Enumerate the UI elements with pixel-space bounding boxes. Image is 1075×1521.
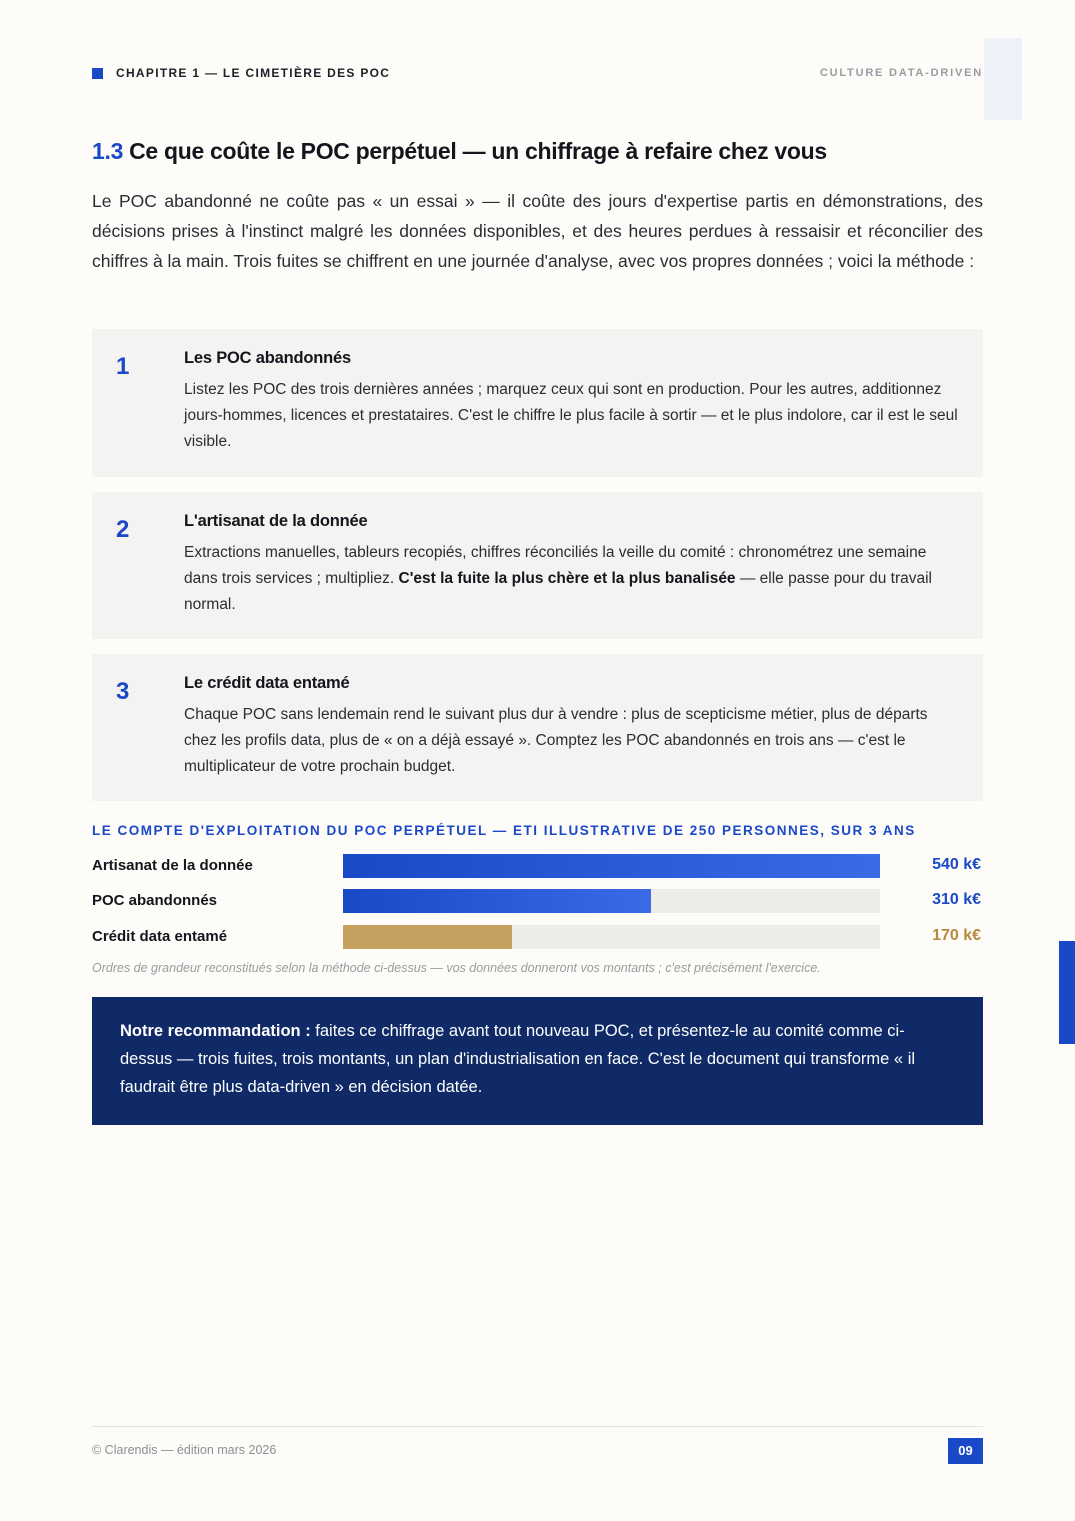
step-text: Chaque POC sans lendemain rend le suivant plus dur à vendre : plus de scepticisme métier, plus de départs chez les profils data, plus de « on a déjà essayé ». Comptez les POC abandonnés en trois ans — c'est le multiplicateur de votre prochain budget. xyxy=(184,706,928,775)
chart-row xyxy=(92,924,983,950)
chapter-side-tab xyxy=(1059,941,1075,1044)
section-title-text: Ce que coûte le POC perpétuel — un chiffrage à refaire chez vous xyxy=(129,138,827,164)
bar-category-label: Crédit data entamé xyxy=(92,928,228,945)
bar-track xyxy=(343,889,880,913)
chart-title: LE COMPTE D'EXPLOITATION DU POC PERPÉTUEL — ETI ILLUSTRATIVE DE 250 PERSONNES, SUR 3 ANS xyxy=(92,823,916,838)
step-title: Le crédit data entamé xyxy=(184,674,350,692)
recommendation-box xyxy=(92,997,983,1125)
section-number: 1.3 xyxy=(92,138,124,164)
footer-copyright: © Clarendis — édition mars 2026 xyxy=(92,1443,277,1457)
recommendation-body: faites ce chiffrage avant tout nouveau POC, et présentez-le au comité comme ci-dessus — trois fuites, trois montants, un plan d'industrialisation en face. C'est le document qui transforme « il faudrait être plus data-driven » en décision datée. xyxy=(120,1022,916,1096)
step-title: Les POC abandonnés xyxy=(184,349,351,367)
chapter-marker-square xyxy=(92,68,103,79)
recommendation-label: Notre recommandation : xyxy=(120,1022,311,1040)
bar-value-label: 540 k€ xyxy=(932,856,981,873)
chapter-label: CHAPITRE 1 — LE CIMETIÈRE DES POC xyxy=(116,66,391,80)
bar-value-label: 170 k€ xyxy=(932,927,981,944)
brand-label: CULTURE DATA-DRIVEN xyxy=(819,67,983,79)
step-card-1 xyxy=(92,329,983,477)
step-text-start: Extractions manuelles, tableurs recopiés, chiffres réconciliés la veille du comité : chronométrez une semaine dans trois services ; multipliez. xyxy=(184,544,927,587)
step-text-end: — elle passe pour du travail normal. xyxy=(184,570,932,613)
step-card-2 xyxy=(92,492,983,639)
bar xyxy=(343,925,512,949)
step-number: 3 xyxy=(116,678,130,705)
step-card-3 xyxy=(92,654,983,801)
bar-category-label: Artisanat de la donnée xyxy=(92,857,253,874)
step-text: Listez les POC des trois dernières années ; marquez ceux qui sont en production. Pour les autres, additionnez jours-hommes, licences et prestataires. C'est le chiffre le plus facile à sortir — et le plus indolore, car il est le seul visible. xyxy=(184,381,958,450)
step-number: 2 xyxy=(116,516,130,543)
chart-row xyxy=(92,853,983,879)
bar-value-label: 310 k€ xyxy=(932,891,981,908)
chapter-number-decoration xyxy=(984,38,1022,120)
bar xyxy=(343,854,880,878)
recommendation-text xyxy=(120,1017,955,1101)
chart-note: Ordres de grandeur reconstitués selon la méthode ci-dessus — vos données donneront vos montants ; c'est précisément l'exercice. xyxy=(92,961,821,975)
step-title: L'artisanat de la donnée xyxy=(184,512,368,530)
step-number: 1 xyxy=(116,353,130,380)
bar-track xyxy=(343,854,880,878)
footer-divider xyxy=(92,1426,983,1427)
bar-category-label: POC abandonnés xyxy=(92,892,218,909)
page-number: 09 xyxy=(948,1438,983,1464)
page-header xyxy=(92,66,983,82)
step-text-emphasis: C'est la fuite la plus chère et la plus banalisée xyxy=(398,570,736,587)
bar xyxy=(343,889,651,913)
chart-row xyxy=(92,888,983,914)
intro-paragraph: Le POC abandonné ne coûte pas « un essai » — il coûte des jours d'expertise partis en démonstrations, des décisions prises à l'instinct malgré les données disponibles, et des heures perdues à ressaisir et réconcilier des chiffres à la main. Trois fuites se chiffrent en une journée d'analyse, avec vos propres données ; voici la méthode : xyxy=(92,191,983,271)
step-text xyxy=(184,540,964,618)
section-title xyxy=(92,138,827,165)
bar-track xyxy=(343,925,880,949)
